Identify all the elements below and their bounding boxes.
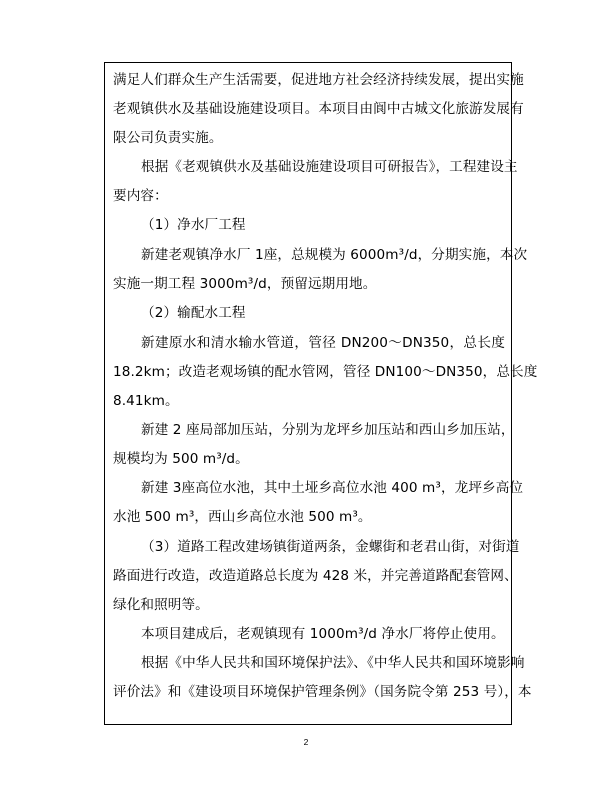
section-heading: （2）输配水工程 — [141, 305, 246, 321]
paragraph-line: 本项目建成后，老观镇现有 1000m³/d 净水厂将停止使用。 — [141, 626, 505, 642]
paragraph-line: 新建原水和清水输水管道，管径 DN200～DN350，总长度 — [141, 335, 505, 351]
paragraph-line: 实施一期工程 3000m³/d，预留远期用地。 — [113, 276, 377, 292]
paragraph-line: 评价法》和《建设项目环境保护管理条例》（国务院令第 253 号），本 — [113, 684, 532, 700]
paragraph-line: 新建 3座高位水池，其中土垭乡高位水池 400 m³，龙坪乡高位 — [141, 480, 524, 496]
paragraph-line: 8.41km。 — [113, 393, 179, 409]
section-heading: （1）净水厂工程 — [141, 217, 246, 233]
paragraph-line: 路面进行改造，改造道路总长度为 428 米，并完善道路配套管网、 — [113, 568, 518, 584]
paragraph-line: 要内容： — [113, 188, 168, 204]
paragraph-line: 18.2km；改造老观场镇的配水管网，管径 DN100～DN350，总长度 — [113, 364, 538, 380]
page-number: 2 — [303, 737, 309, 747]
paragraph-line: （3）道路工程改建场镇街道两条，金螺街和老君山街，对街道 — [141, 539, 520, 555]
paragraph-line: 水池 500 m³，西山乡高位水池 500 m³。 — [113, 509, 372, 525]
paragraph-line: 根据《中华人民共和国环境保护法》、《中华人民共和国环境影响 — [141, 655, 525, 671]
paragraph-line: 限公司负责实施。 — [113, 130, 223, 146]
paragraph-line: 老观镇供水及基础设施建设项目。本项目由阆中古城文化旅游发展有 — [113, 101, 524, 117]
paragraph-line: 满足人们群众生产生活需要，促进地方社会经济持续发展，提出实施 — [113, 72, 524, 88]
paragraph-line: 绿化和照明等。 — [113, 597, 209, 613]
paragraph-line: 新建老观镇净水厂 1座，总规模为 6000m³/d，分期实施，本次 — [141, 247, 528, 263]
paragraph-line: 新建 2 座局部加压站，分别为龙坪乡加压站和西山乡加压站， — [141, 422, 515, 438]
paragraph-line: 规模均为 500 m³/d。 — [113, 451, 249, 467]
paragraph-line: 根据《老观镇供水及基础设施建设项目可研报告》，工程建设主 — [141, 159, 518, 175]
